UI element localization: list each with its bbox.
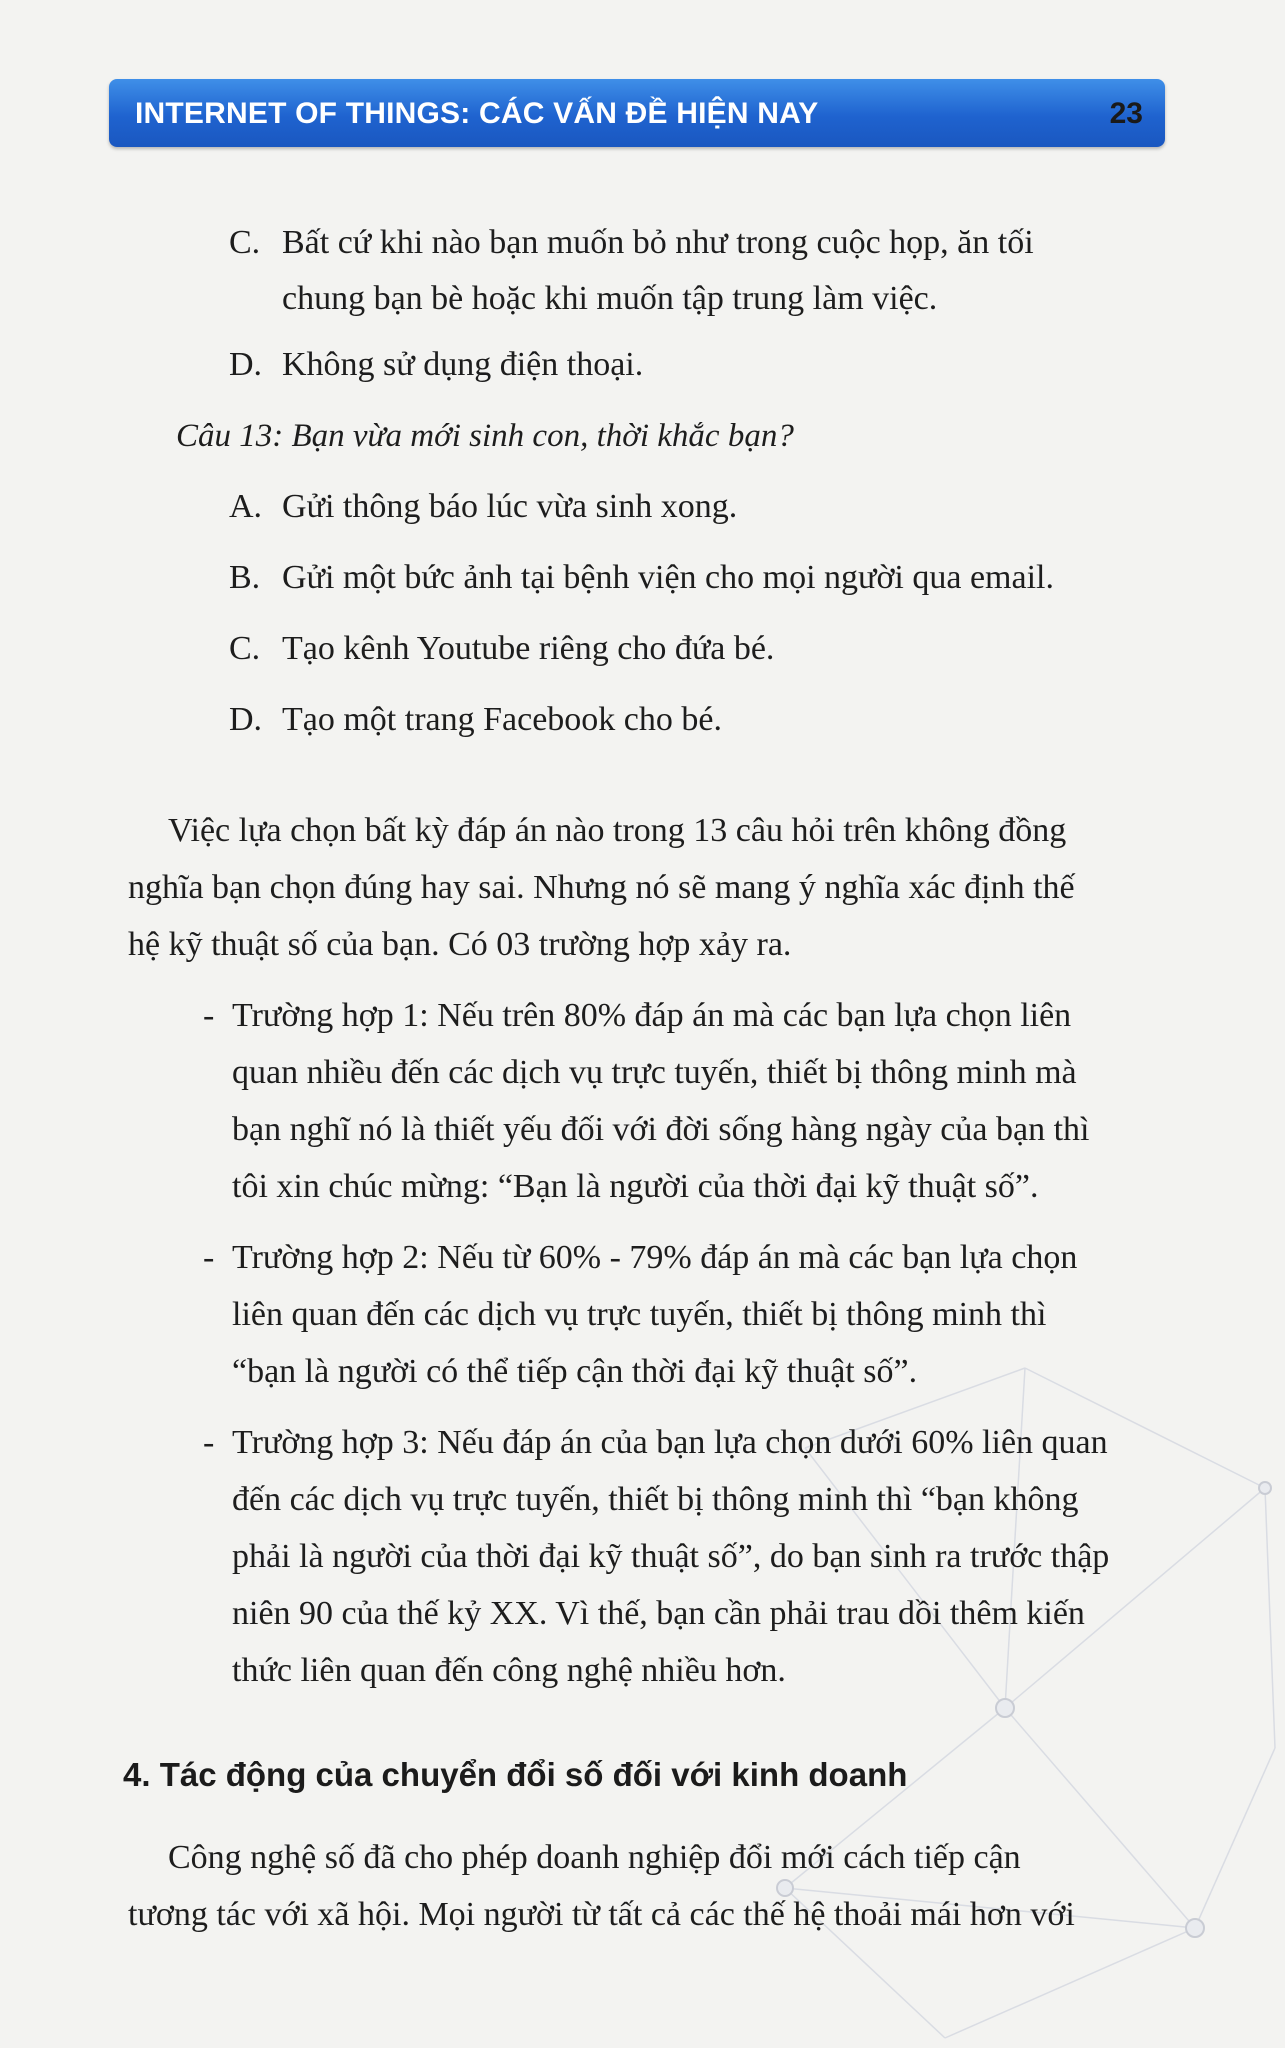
option-text: Gửi thông báo lúc vừa sinh xong.	[282, 488, 738, 525]
section-heading: 4. Tác động của chuyển đổi số đối với kinh doanh	[123, 1756, 908, 1793]
option-c-prev-continuation: chung bạn bè hoặc khi muốn tập trung làm việc.	[282, 280, 938, 317]
paragraph-line: Công nghệ số đã cho phép doanh nghiệp đổi mới cách tiếp cận	[168, 1839, 1021, 1876]
option-label: A.	[229, 488, 263, 525]
option-text-line: Bất cứ khi nào bạn muốn bỏ như trong cuộc họp, ăn tối	[282, 224, 1034, 261]
paragraph-line: hệ kỹ thuật số của bạn. Có 03 trường hợp xảy ra.	[128, 926, 792, 963]
option-label: D.	[229, 346, 263, 383]
q13-option-c	[229, 621, 774, 677]
paragraph-line: nghĩa bạn chọn đúng hay sai. Nhưng nó sẽ mang ý nghĩa xác định thế	[128, 869, 1075, 906]
case-2-line: Trường hợp 2: Nếu từ 60% - 79% đáp án mà các bạn lựa chọn	[232, 1239, 1078, 1276]
option-text: Tạo một trang Facebook cho bé.	[282, 701, 722, 738]
bullet-dash: -	[203, 1424, 215, 1461]
case-3-line: thức liên quan đến công nghệ nhiều hơn.	[232, 1652, 786, 1689]
option-text: Gửi một bức ảnh tại bệnh viện cho mọi người qua email.	[282, 559, 1054, 596]
page-number: 23	[1109, 97, 1143, 130]
q13-option-a	[229, 479, 737, 535]
bullet-dash: -	[203, 1239, 215, 1276]
case-3-line: niên 90 của thế kỷ XX. Vì thế, bạn cần phải trau dồi thêm kiến	[232, 1595, 1085, 1632]
option-text: Tạo kênh Youtube riêng cho đứa bé.	[282, 630, 775, 667]
case-3-line: đến các dịch vụ trực tuyến, thiết bị thông minh thì “bạn không	[232, 1481, 1079, 1518]
case-3-line: Trường hợp 3: Nếu đáp án của bạn lựa chọn dưới 60% liên quan	[232, 1424, 1108, 1461]
case-1-line: Trường hợp 1: Nếu trên 80% đáp án mà các bạn lựa chọn liên	[232, 997, 1072, 1034]
option-label: C.	[229, 630, 261, 667]
chapter-title: INTERNET OF THINGS: CÁC VẤN ĐỀ HIỆN NAY	[135, 97, 819, 130]
option-label: C.	[229, 224, 261, 261]
case-2-line: liên quan đến các dịch vụ trực tuyến, thiết bị thông minh thì	[232, 1296, 1047, 1333]
option-label: D.	[229, 701, 263, 738]
bullet-dash: -	[203, 997, 215, 1034]
case-1-line: bạn nghĩ nó là thiết yếu đối với đời sống hàng ngày của bạn thì	[232, 1111, 1090, 1148]
paragraph-line: tương tác với xã hội. Mọi người từ tất cả các thế hệ thoải mái hơn với	[128, 1896, 1075, 1933]
q13-option-b	[229, 550, 1054, 606]
case-2-line: “bạn là người có thể tiếp cận thời đại kỹ thuật số”.	[232, 1353, 918, 1390]
paragraph-line: Việc lựa chọn bất kỳ đáp án nào trong 13 câu hỏi trên không đồng	[168, 812, 1067, 849]
option-label: B.	[229, 559, 261, 596]
q13-option-d	[229, 692, 722, 748]
case-1-line: tôi xin chúc mừng: “Bạn là người của thời đại kỹ thuật số”.	[232, 1168, 1039, 1205]
chapter-header-bar	[109, 79, 1165, 147]
option-c-prev	[229, 215, 1034, 271]
case-1-line: quan nhiều đến các dịch vụ trực tuyến, thiết bị thông minh mà	[232, 1054, 1077, 1091]
option-d-prev	[229, 337, 643, 393]
option-text-line: Không sử dụng điện thoại.	[282, 346, 644, 383]
question-13: Câu 13: Bạn vừa mới sinh con, thời khắc bạn?	[176, 418, 794, 454]
case-3-line: phải là người của thời đại kỹ thuật số”, do bạn sinh ra trước thập	[232, 1538, 1110, 1575]
